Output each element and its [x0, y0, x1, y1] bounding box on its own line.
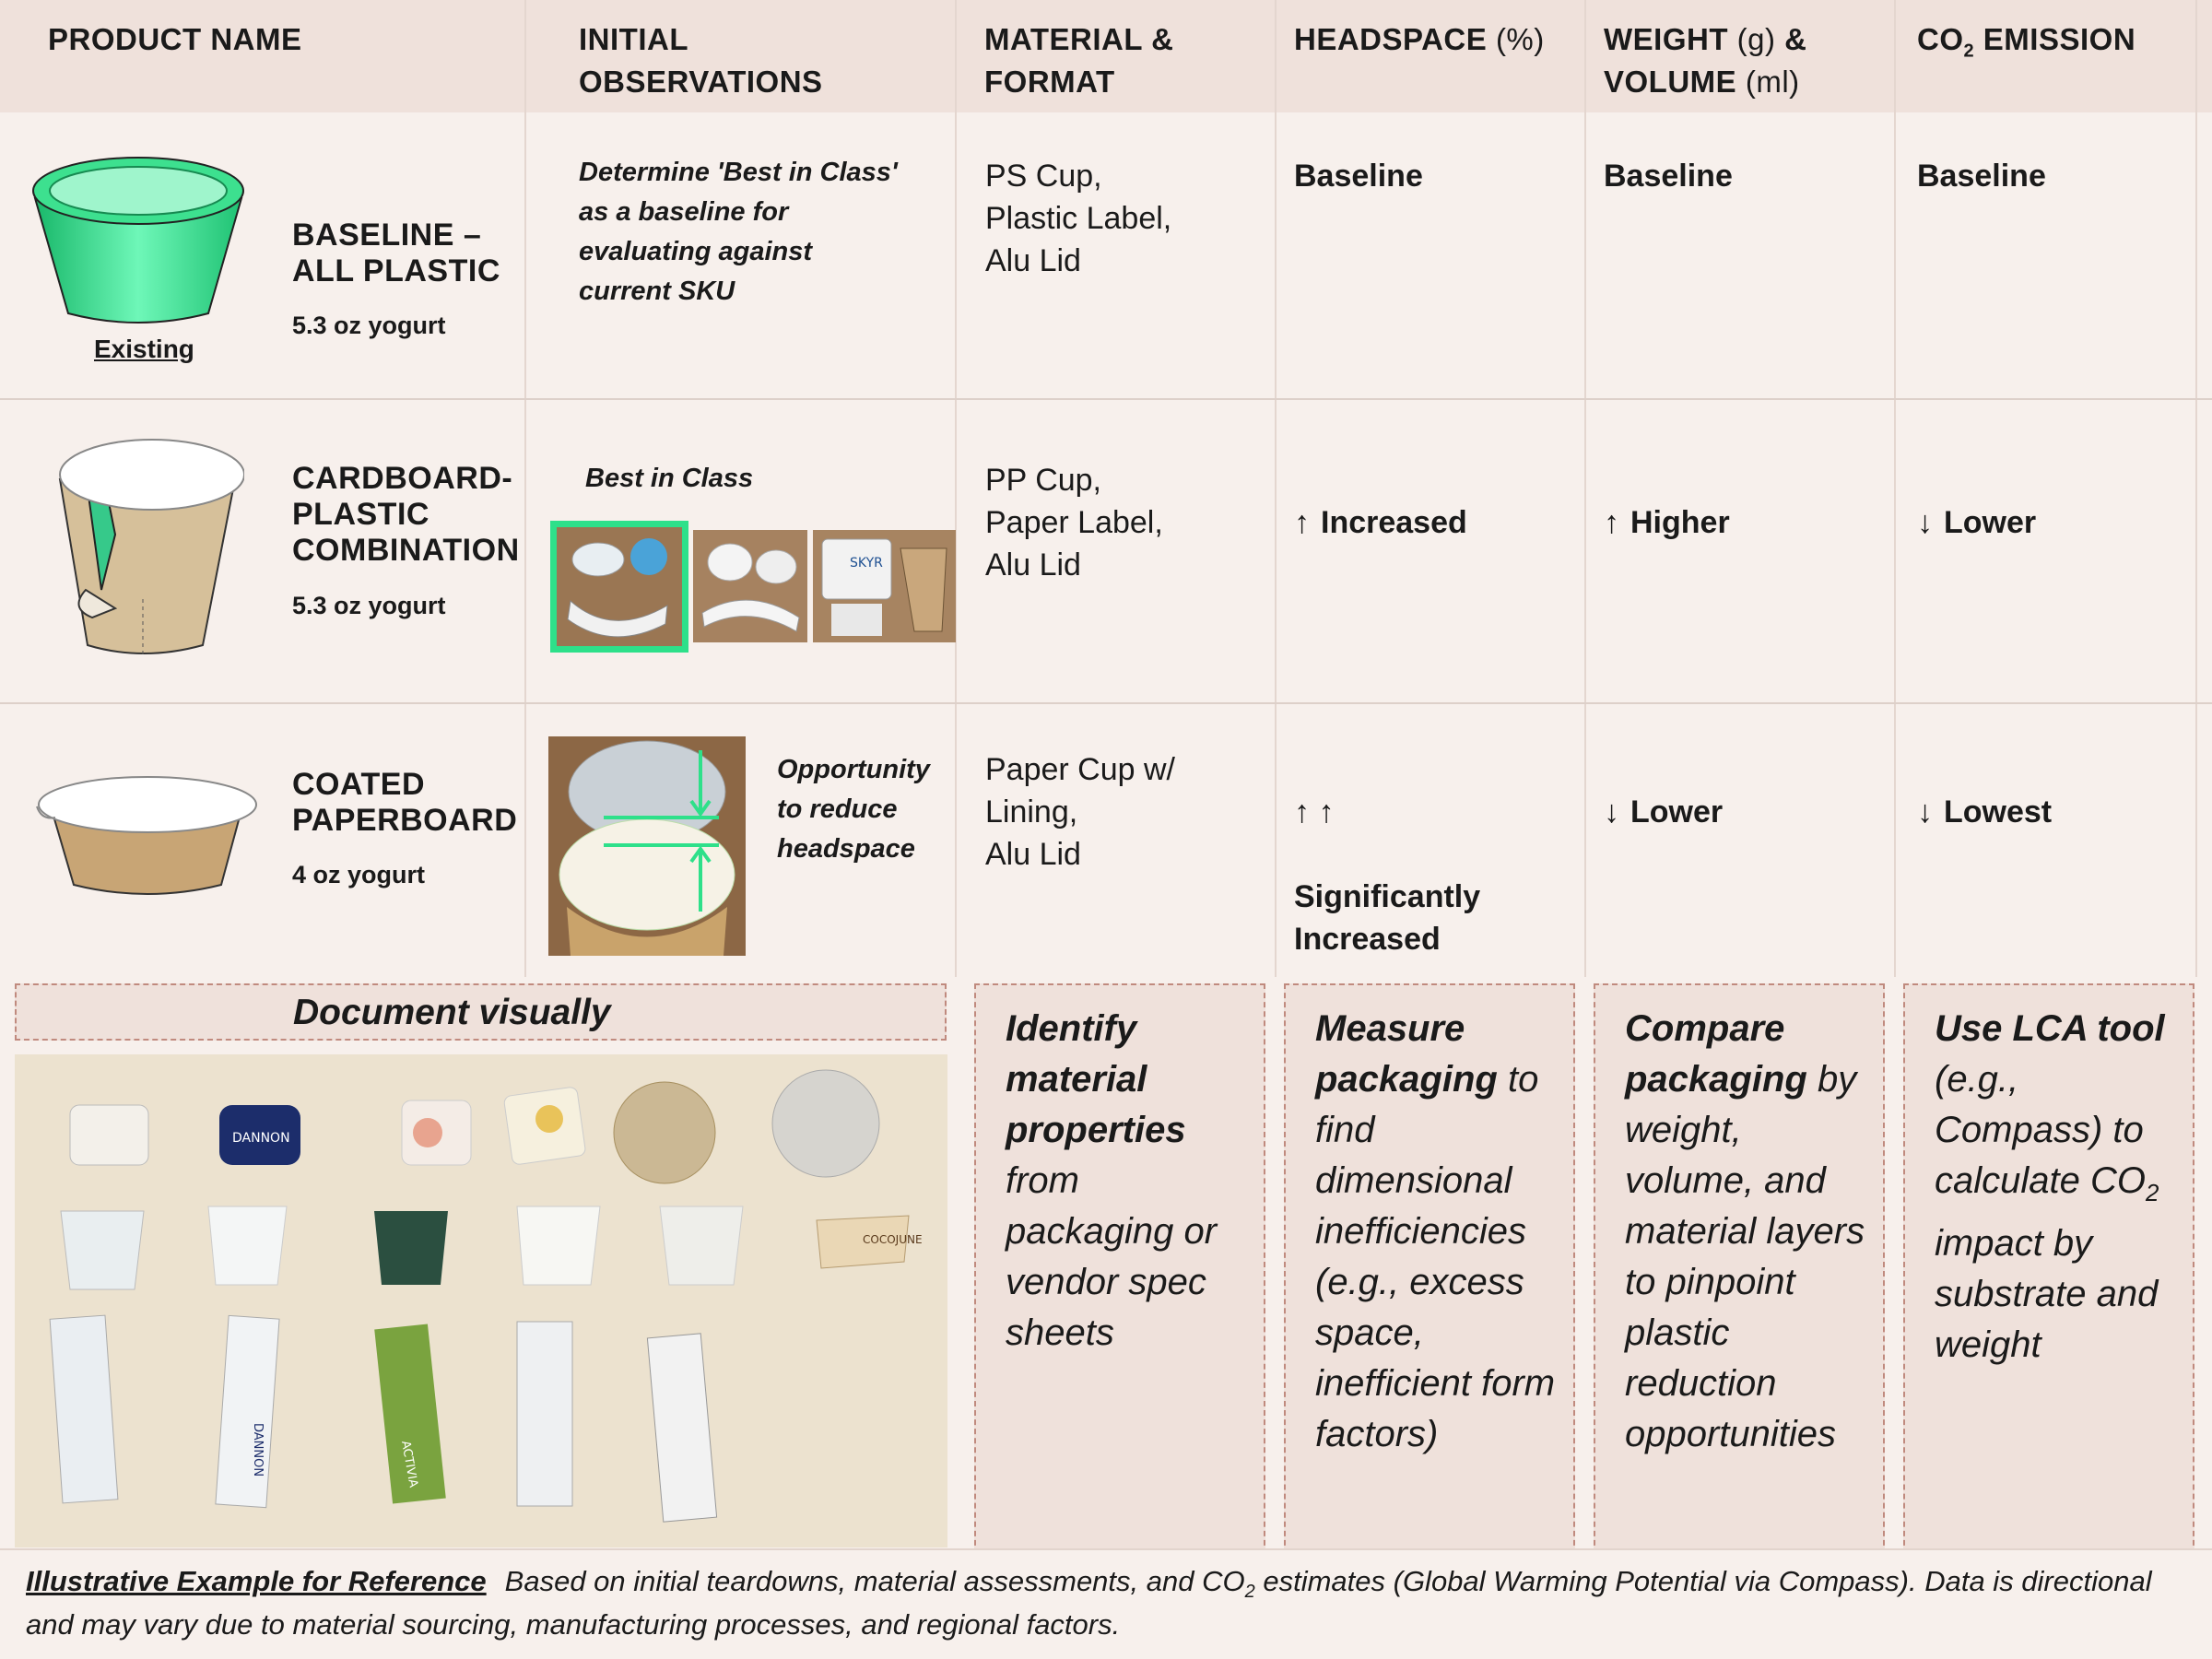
teardown-overview-photo: [15, 1054, 947, 1547]
teardown-photo-3: [813, 530, 956, 642]
teardown-photo-2: [693, 530, 807, 642]
method-box-co2: [1903, 983, 2194, 1555]
up-arrow-icon: ↑: [1604, 505, 1619, 540]
header-product-name: PRODUCT NAME: [48, 22, 302, 56]
svg-text:DANNON: DANNON: [251, 1423, 265, 1477]
svg-text:ACTIVIA: ACTIVIA: [398, 1440, 420, 1489]
header-co2-emission: $CO_2$ EMISSION: [1917, 22, 2136, 62]
observation-baseline: Determine 'Best in Class' as a baseline for evaluating against current SKU: [579, 158, 898, 306]
footer: [0, 1548, 2212, 1659]
up-arrow-icon: ↑: [1294, 505, 1310, 540]
method-material-text: Identify material properties from packaging or vendor spec sheets: [1006, 1008, 1218, 1353]
method-box-material: [974, 983, 1265, 1555]
footer-text: Illustrative Example for Reference Based on initial teardowns, material assessments, and $CO_2$ estimates (Global Warming Potential via Compass). Data is directional and may vary due to material sourcing, manufacturing processes, and regional factors.: [26, 1565, 2152, 1641]
green-plastic-cup-icon: [28, 152, 249, 327]
header-headspace: HEADSPACE (%): [1294, 22, 1545, 56]
method-box-headspace: [1284, 983, 1575, 1555]
header-weight-volume: WEIGHT (g) & VOLUME (ml): [1604, 22, 1807, 99]
co2-coated: ↓ Lowest: [1917, 794, 2053, 830]
observation-cardboard: Best in Class: [585, 464, 754, 493]
down-arrow-icon: ↓: [1917, 505, 1933, 540]
existing-caption: Existing: [94, 335, 194, 363]
svg-text:COCOJUNE: COCOJUNE: [863, 1233, 923, 1246]
product-size-cardboard: 5.3 oz yogurt: [292, 592, 446, 619]
material-baseline: PS Cup, Plastic Label, Alu Lid: [985, 159, 1172, 278]
product-name-baseline: BASELINE – ALL PLASTIC: [292, 218, 500, 288]
cardboard-plastic-cup-icon: [51, 433, 244, 664]
headspace-photo: [548, 736, 746, 956]
svg-text:DANNON: DANNON: [232, 1131, 290, 1146]
method-box-weight: [1594, 983, 1885, 1555]
weight-baseline: Baseline: [1604, 159, 1733, 194]
product-name-cardboard: CARDBOARD- PLASTIC COMBINATION: [292, 461, 520, 568]
product-name-coated: COATED PAPERBOARD: [292, 767, 518, 838]
method-headspace-text: Measure packaging to find dimensional inefficiencies (e.g., excess space, inefficient form factors): [1315, 1008, 1556, 1454]
document-visually-banner: [15, 983, 947, 1041]
weight-cardboard: ↑ Higher: [1604, 505, 1730, 540]
observation-coated: Opportunity to reduce headspace: [777, 755, 930, 864]
co2-cardboard: ↓ Lower: [1917, 505, 2037, 540]
product-size-coated: 4 oz yogurt: [292, 861, 426, 888]
headspace-cardboard: ↑ Increased: [1294, 505, 1467, 540]
double-up-arrow-icon: ↑ ↑: [1294, 794, 1335, 830]
material-coated: Paper Cup w/ Lining, Alu Lid: [985, 752, 1175, 872]
down-arrow-icon: ↓: [1917, 794, 1933, 830]
document-visually-label: Document visually: [293, 993, 611, 1032]
teardown-photo-highlighted: [550, 521, 688, 653]
headspace-coated: ↑ ↑ Significantly Increased: [1294, 748, 1480, 1003]
material-cardboard: PP Cup, Paper Label, Alu Lid: [985, 463, 1163, 582]
coated-paperboard-cup-icon: [32, 770, 263, 899]
header-material-format: MATERIAL & FORMAT: [984, 22, 1174, 99]
table-header: [0, 0, 2212, 112]
method-weight-text: Compare packaging by weight, volume, and material layers to pinpoint plastic reduction opportunities: [1625, 1008, 1865, 1454]
product-size-baseline: 5.3 oz yogurt: [292, 312, 446, 339]
headspace-baseline: Baseline: [1294, 159, 1423, 194]
co2-baseline: Baseline: [1917, 159, 2046, 194]
footer-reference: Illustrative Example for Reference: [26, 1565, 487, 1597]
down-arrow-icon: ↓: [1604, 794, 1619, 830]
svg-text:SKYR: SKYR: [850, 556, 883, 571]
method-co2-text: Use LCA tool (e.g., Compass) to calculate $CO_2$ impact by substrate and weight: [1935, 1008, 2165, 1365]
weight-coated: ↓ Lower: [1604, 794, 1724, 830]
header-initial-observations: INITIAL OBSERVATIONS: [579, 22, 823, 99]
